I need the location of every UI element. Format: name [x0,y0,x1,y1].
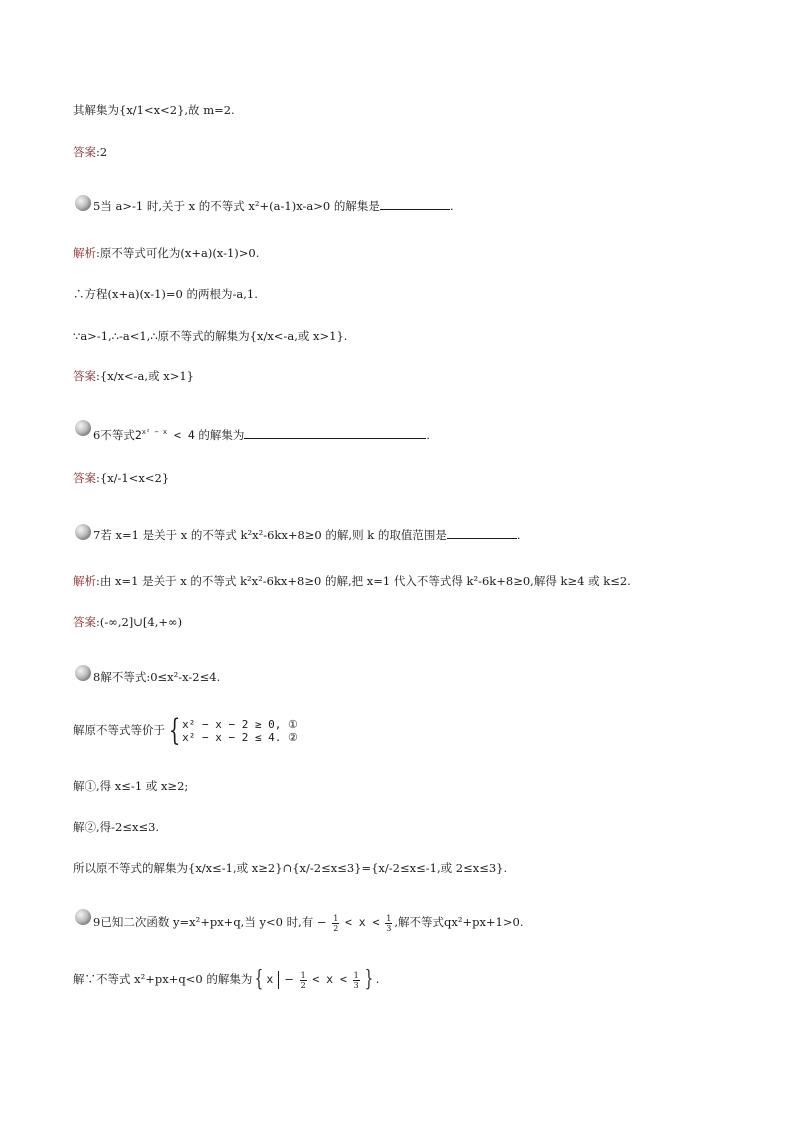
question-bullet-icon [73,663,93,683]
text-line: 所以原不等式的解集为{x/x≤-1,或 x≥2}∩{x/-2≤x≤3}={x/-2≤x≤-1,或 2≤x≤3}. [73,861,508,875]
solution-prefix: 解∵不等式 x²+px+q<0 的解集为 [73,972,253,986]
text-line: 解②,得-2≤x≤3. [73,820,160,834]
answer-line [73,368,194,384]
system-row-2: x² − x − 2 ≤ 4. ② [182,731,298,744]
answer-blank [380,198,450,210]
text-line: ∴方程(x+a)(x-1)=0 的两根为-a,1. [73,287,258,301]
question-6-prefix: 6不等式 [93,427,135,442]
math-relation: < x < [344,915,380,929]
answer-line [73,470,169,486]
fraction-numerator: 1 [386,913,392,923]
question-8: 8解不等式:0≤x²-x-2≤4. [93,670,221,684]
system-row-1: x² − x − 2 ≥ 0, ① [182,718,298,731]
solution-line [73,715,298,746]
question-6-suffix: 的解集为 [198,427,245,442]
math-base: 2 [134,427,142,442]
fraction-numerator: 1 [300,970,306,980]
answer-text: :{x/-1<x<2} [96,471,170,485]
analysis-label: 解析 [73,574,96,588]
question-7 [93,527,521,543]
answer-blank [244,427,426,439]
question-5 [93,198,453,214]
fraction-numerator: 1 [353,970,359,980]
answer-text: :(-∞,2]∪[4,+∞) [96,615,183,629]
question-5-end: . [449,199,454,213]
fraction-denominator: 3 [386,923,392,933]
question-7-text: 7若 x=1 是关于 x 的不等式 k²x²-6kx+8≥0 的解,则 k 的取值范围是 [93,528,447,542]
set-brace-open: { [255,967,264,992]
analysis-line [73,573,631,589]
math-relation: < x < [312,972,347,986]
text-line: 解①,得 x≤-1 或 x≥2; [73,779,189,793]
answer-text: :{x/x<-a,或 x>1} [96,369,194,383]
set-brace-close: } [364,967,373,992]
answer-line [73,144,107,160]
question-7-end: . [516,528,521,542]
set-divider [278,971,279,989]
fraction [353,971,360,990]
text-line: ∵a>-1,∴-a<1,∴原不等式的解集为{x/x<-a,或 x>1}. [73,329,348,343]
fraction-numerator: 1 [333,913,339,923]
solution-line [73,967,379,991]
answer-label: 答案 [73,369,96,383]
fraction [332,914,339,933]
question-bullet-icon [73,418,93,438]
answer-blank [447,527,517,539]
fraction-denominator: 2 [333,923,339,933]
analysis-text: :由 x=1 是关于 x 的不等式 k²x²-6kx+8≥0 的解,把 x=1 代入不等式得 k²-6k+8≥0,解得 k≥4 或 k≤2. [96,574,631,588]
question-6-end: . [426,427,431,442]
question-9 [93,911,523,933]
analysis-label: 解析 [73,246,96,260]
solution-end: . [375,972,380,986]
answer-label: 答案 [73,471,96,485]
question-bullet-icon [73,522,93,542]
equation-system [182,718,298,744]
math-minus: − [284,972,294,986]
analysis-text: :原不等式可化为(x+a)(x-1)>0. [96,246,260,260]
set-variable: x [266,972,274,986]
answer-line [73,614,182,630]
fraction [385,914,392,933]
text-line: 其解集为{x/1<x<2},故 m=2. [73,103,235,117]
solution-prefix: 解原不等式等价于 [73,723,165,737]
system-brace: { [168,713,181,748]
analysis-line [73,245,259,261]
question-6 [93,424,430,443]
answer-text: :2 [96,145,108,159]
answer-label: 答案 [73,615,96,629]
fraction-denominator: 2 [300,980,306,990]
math-relation: < 4 [167,427,195,442]
answer-label: 答案 [73,145,96,159]
question-9-prefix: 9已知二次函数 y=x²+px+q,当 y<0 时,有 − [93,915,327,929]
question-bullet-icon [73,193,93,213]
fraction-denominator: 3 [353,980,359,990]
question-5-text: 5当 a>-1 时,关于 x 的不等式 x²+(a-1)x-a>0 的解集是 [93,199,380,213]
question-bullet-icon [73,907,93,927]
fraction [300,971,307,990]
math-exponent: x² − x [141,428,168,436]
question-9-suffix: ,解不等式qx²+px+1>0. [394,915,524,929]
